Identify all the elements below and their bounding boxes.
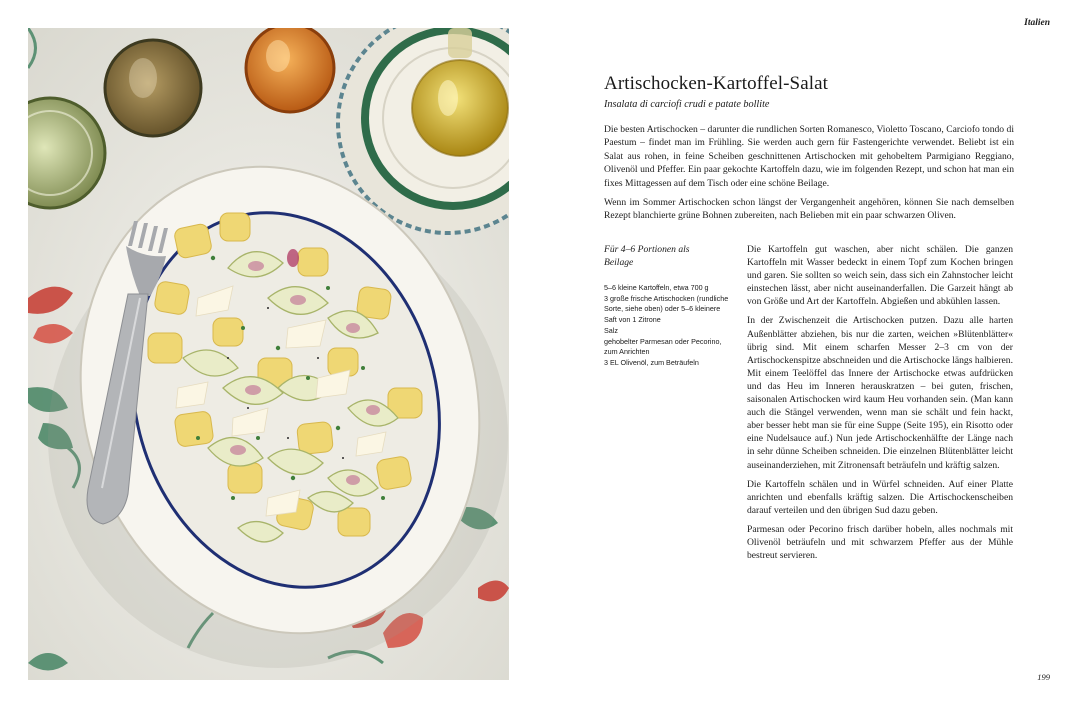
intro-paragraph: Wenn im Sommer Artischocken schon längst der Vergangenheit angehören, können Sie nach demselben Rezept blanchierte grüne Bohnen zubereiten, nach Belieben mit ein paar schwarzen Oliven.: [604, 197, 1014, 222]
recipe-title: Artischocken-Kartoffel-Salat: [604, 73, 829, 94]
ingredient-item: Salz: [604, 325, 618, 335]
ingredient-list: [604, 283, 729, 369]
ingredient-item: 3 große frische Artischocken (rundliche Sorte, siehe oben) oder 5–6 kleinere: [604, 293, 729, 314]
ingredient-item: Saft von 1 Zitrone: [604, 315, 661, 325]
method-paragraph: In der Zwischenzeit die Artischocken putzen. Dazu alle harten Außenblätter abziehen, bis nur die zarten, weichen »Blütenblätter« übrig sind. Mit einem scharfen Messer 2–3 cm von der Artischockenspitze abschneiden und die Artischocke längs halbieren. Mit einem Teelöffel das Innere der Artischocke etwas aufdrücken und das Heu im Inneren herauskratzen – bei guten, frischen, saisonalen Artischocken wird kaum Heu vorhanden sein. (Man kann auch die Stängel verwenden, wenn man sie schält und fein hackt, aber besser hebt man sie für eine Suppe (Seite 195), ein Risotto oder eine Nudelsauce auf.) Nun jede Artischockenhälfte der Länge nach in sehr dünne Scheiben schneiden. Die einzelnen Blütenblätter leicht auseinanderziehen, mit Zitronensaft beträufeln und kräftig salzen.: [747, 315, 1013, 471]
method-paragraph: Parmesan oder Pecorino frisch darüber hobeln, alles nochmals mit Olivenöl beträufeln und mit schwarzem Pfeffer aus der Mühle bestreut servieren.: [747, 523, 1013, 562]
ingredient-item: 5–6 kleine Kartoffeln, etwa 700 g: [604, 283, 709, 292]
intro-paragraph: Die besten Artischocken – darunter die rundlichen Sorten Romanesco, Violetto Toscano, Carciofo tondo di Paestum – findet man im Frühling. Sie werden auch gern für Fastengerichte verwendet. Beliebt ist ein Salat aus rohen, in feine Scheiben geschnittenen Artischocken mit gehobeltem Parmigiano Reggiano, Olivenöl und Pfeffer. Ein paar gekochte Kartoffeln dazu, wie im folgenden Rezept, und schon hat man ein fixes Mittagessen auf dem Tisch oder eine schöne Beilage.: [604, 124, 1014, 189]
servings: Für 4–6 Portionen als Beilage: [604, 244, 690, 268]
amber-glass: [246, 28, 334, 112]
page-number: 199: [1037, 672, 1050, 682]
ingredient-item: 3 EL Olivenöl, zum Beträufeln: [604, 357, 699, 367]
method-paragraph: Die Kartoffeln schälen und in Würfel schneiden. Auf einer Platte anrichten und ebenfalls kräftig salzen. Die Artischockenscheiben darauf verteilen und den übrigen Sud dazu geben.: [747, 478, 1013, 516]
method-paragraph: Die Kartoffeln gut waschen, aber nicht schälen. Die ganzen Kartoffeln mit Wasser bedeckt in einem Topf zum Kochen bringen und garen. Sie sollten so weich sein, dass sich ein Zahnstocher leicht einstechen lässt, aber nicht auseinanderfallen. Die Garzeit hängt ab von Größe und Art der Kartoffeln. Abgießen und abkühlen lassen.: [747, 244, 1013, 308]
method-steps: [747, 243, 1013, 568]
section-header: Italien: [1024, 18, 1050, 28]
recipe-intro: [604, 123, 1014, 229]
recipe-subtitle: Insalata di carciofi crudi e patate bollite: [604, 99, 770, 110]
wine-glass: [105, 40, 201, 136]
food-photo: [28, 28, 509, 680]
ingredient-item: gehobelter Parmesan oder Pecorino, zum Anrichten: [604, 336, 722, 357]
